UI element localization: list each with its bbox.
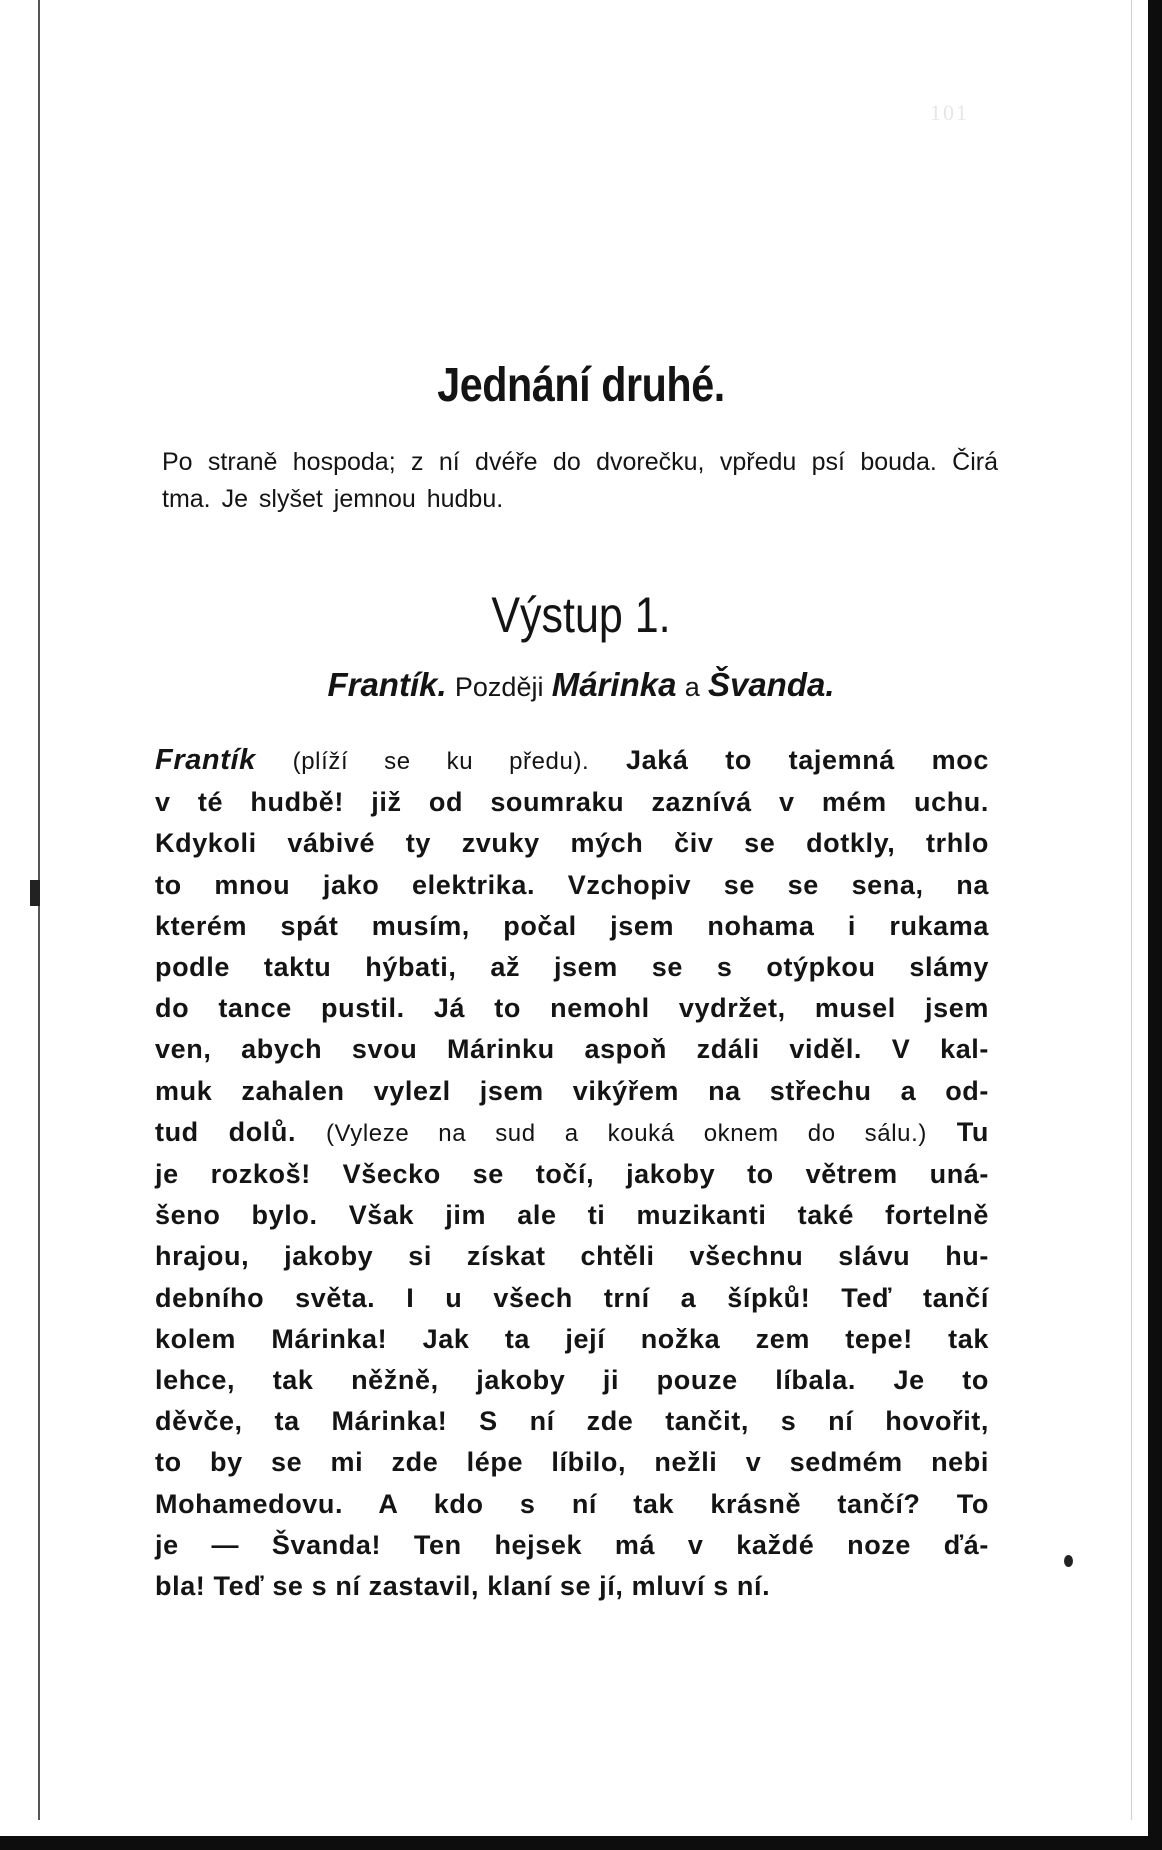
monologue-text: Tu: [926, 1116, 989, 1147]
monologue-line: [155, 782, 989, 823]
monologue-line: [155, 1071, 989, 1112]
monologue-line: [155, 1484, 989, 1525]
scene-title: Výstup 1.: [491, 587, 671, 643]
monologue-text: to by se mi zde lépe líbilo, nežli v sedmém nebi: [155, 1447, 989, 1478]
later-word: Později: [454, 672, 544, 702]
scan-border-bottom: [0, 1836, 1162, 1850]
stage-direction-inline: (Vyleze na sud a kouká oknem do sálu.): [325, 1119, 927, 1147]
monologue-line: [155, 823, 989, 864]
monologue-text: hrajou, jakoby si získat chtěli všechnu slávu hu-: [155, 1241, 989, 1272]
monologue-line: [155, 1112, 989, 1154]
monologue-text: kolem Márinka! Jak ta její nožka zem tepe! tak: [155, 1323, 989, 1354]
page-right-edge: [1131, 0, 1132, 1820]
monologue-text: do tance pustil. Já to nemohl vydržet, musel jsem: [155, 993, 989, 1024]
monologue-line: [155, 1195, 989, 1236]
monologue-text: v té hudbě! již od soumraku zaznívá v mém uchu.: [155, 787, 989, 818]
monologue-line: [155, 1278, 989, 1319]
monologue-line: [155, 1401, 989, 1442]
monologue-line: [155, 1442, 989, 1483]
monologue-line: [155, 1360, 989, 1401]
monologue-line: [155, 947, 989, 988]
character-marinka: Márinka: [551, 666, 677, 703]
monologue-text: je rozkoš! Všecko se točí, jakoby to větrem uná-: [155, 1159, 989, 1190]
monologue-text: Kdykoli vábivé ty zvuky mých čiv se dotkly, trhlo: [155, 828, 989, 859]
monologue-text: děvče, ta Márinka! S ní zde tančit, s ní hovořit,: [155, 1406, 989, 1437]
monologue-text: šeno bylo. Však jim ale ti muzikanti také fortelně: [155, 1200, 989, 1231]
monologue-text: tud dolů.: [155, 1116, 326, 1147]
scene-characters: [0, 666, 1162, 705]
page-number: 101: [930, 100, 969, 125]
stage-direction: Po straně hospoda; z ní dvéře do dvorečku, vpředu psí bouda. Čirá tma. Je slyšet jemnou hudbu.: [162, 448, 998, 513]
monologue-line: [155, 1029, 989, 1070]
monologue-line: [155, 1525, 989, 1566]
monologue-text: Mohamedovu. A kdo s ní tak krásně tančí? To: [155, 1488, 989, 1519]
conjunction: a: [684, 672, 700, 702]
monologue-text: Jaká to tajemná moc: [589, 745, 989, 775]
act-title: Jednání druhé.: [437, 359, 725, 412]
scan-border-right: [1148, 0, 1162, 1850]
monologue-text: debního světa. I u všech trní a šípků! Teď tančí: [155, 1282, 989, 1313]
monologue-line: [155, 1236, 989, 1277]
monologue-text: muk zahalen vylezl jsem vikýřem na střechu a od-: [155, 1075, 989, 1106]
monologue-line: [155, 865, 989, 906]
monologue-line: [155, 906, 989, 947]
monologue-text: podle taktu hýbati, až jsem se s otýpkou slámy: [155, 952, 989, 983]
monologue: [155, 740, 989, 1607]
speaker-name: Frantík: [155, 744, 256, 776]
monologue-text: ven, abych svou Márinku aspoň zdáli viděl. V kal-: [155, 1034, 989, 1065]
stage-direction-inline: (plíží se ku předu).: [292, 748, 590, 775]
monologue-line: [155, 1566, 989, 1607]
ink-spot: [1064, 1555, 1073, 1567]
margin-mark: [30, 880, 40, 906]
monologue-line: [155, 740, 989, 782]
monologue-text: lehce, tak něžně, jakoby ji pouze líbala. Je to: [155, 1365, 989, 1396]
monologue-text: je — Švanda! Ten hejsek má v každé noze ďá-: [155, 1529, 989, 1560]
page-left-edge: [38, 0, 40, 1820]
character-svanda: Švanda.: [707, 666, 835, 703]
monologue-text: kterém spát musím, počal jsem nohama i rukama: [155, 910, 989, 941]
character-frantik: Frantík.: [327, 666, 447, 703]
monologue-text: to mnou jako elektrika. Vzchopiv se se sena, na: [155, 869, 989, 900]
monologue-line: [155, 1154, 989, 1195]
monologue-text: bla! Teď se s ní zastavil, klaní se jí, mluví s ní.: [155, 1571, 771, 1602]
monologue-line: [155, 988, 989, 1029]
monologue-line: [155, 1319, 989, 1360]
